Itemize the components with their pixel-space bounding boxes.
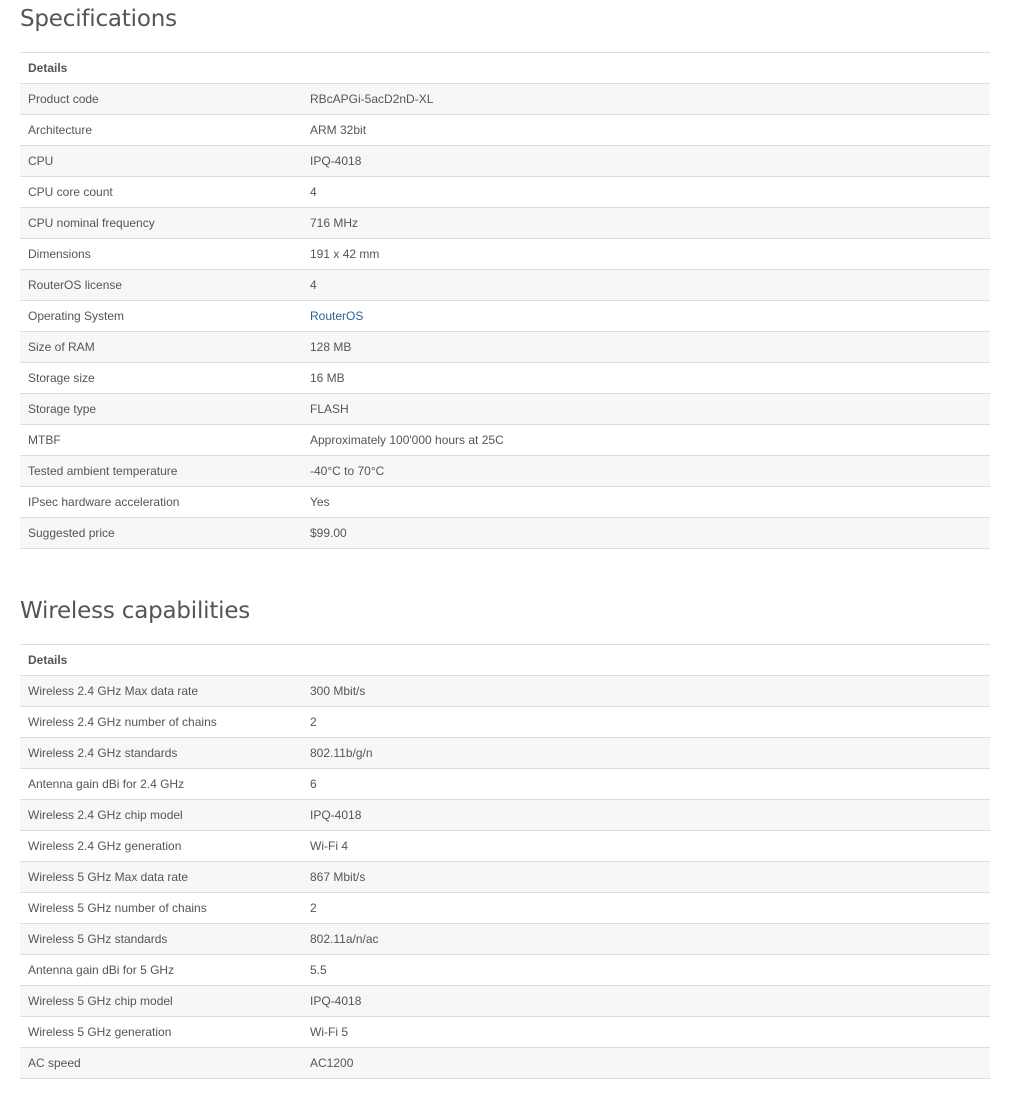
table-row bbox=[20, 425, 990, 456]
table-row bbox=[20, 924, 990, 955]
details-header: Details bbox=[20, 53, 990, 84]
table-row bbox=[20, 955, 990, 986]
spec-value: 716 MHz bbox=[302, 208, 990, 239]
spec-label: Wireless 2.4 GHz number of chains bbox=[20, 707, 302, 738]
spec-label: CPU bbox=[20, 146, 302, 177]
spec-value bbox=[302, 301, 990, 332]
spec-value: Yes bbox=[302, 487, 990, 518]
spec-value: IPQ-4018 bbox=[302, 146, 990, 177]
spec-label: Architecture bbox=[20, 115, 302, 146]
spec-label: Wireless 5 GHz standards bbox=[20, 924, 302, 955]
spec-value: IPQ-4018 bbox=[302, 986, 990, 1017]
table-row bbox=[20, 738, 990, 769]
spec-label: Storage type bbox=[20, 394, 302, 425]
spec-label: Wireless 2.4 GHz standards bbox=[20, 738, 302, 769]
spec-value: Wi-Fi 4 bbox=[302, 831, 990, 862]
table-header-row bbox=[20, 53, 990, 84]
table-row bbox=[20, 1017, 990, 1048]
spec-value: 2 bbox=[302, 707, 990, 738]
spec-value: 128 MB bbox=[302, 332, 990, 363]
details-header: Details bbox=[20, 645, 990, 676]
table-row bbox=[20, 707, 990, 738]
spec-label: Wireless 2.4 GHz Max data rate bbox=[20, 676, 302, 707]
table-row bbox=[20, 487, 990, 518]
specifications-table-body bbox=[20, 84, 990, 549]
table-header-row bbox=[20, 645, 990, 676]
spec-label: Operating System bbox=[20, 301, 302, 332]
spec-label: Wireless 5 GHz number of chains bbox=[20, 893, 302, 924]
table-row bbox=[20, 270, 990, 301]
spec-label: Wireless 2.4 GHz chip model bbox=[20, 800, 302, 831]
spec-value: 6 bbox=[302, 769, 990, 800]
spec-value: AC1200 bbox=[302, 1048, 990, 1079]
spec-label: Product code bbox=[20, 84, 302, 115]
spec-label: Wireless 5 GHz chip model bbox=[20, 986, 302, 1017]
spec-value: 5.5 bbox=[302, 955, 990, 986]
spec-value: -40°C to 70°C bbox=[302, 456, 990, 487]
table-row bbox=[20, 769, 990, 800]
table-row bbox=[20, 115, 990, 146]
spec-label: Wireless 2.4 GHz generation bbox=[20, 831, 302, 862]
spec-label: MTBF bbox=[20, 425, 302, 456]
spec-value: FLASH bbox=[302, 394, 990, 425]
wireless-table bbox=[20, 644, 990, 1079]
table-row bbox=[20, 518, 990, 549]
table-row bbox=[20, 831, 990, 862]
table-row bbox=[20, 1048, 990, 1079]
table-row bbox=[20, 800, 990, 831]
spec-value: 191 x 42 mm bbox=[302, 239, 990, 270]
specifications-section bbox=[20, 0, 990, 549]
wireless-section bbox=[20, 592, 990, 1079]
spec-label: Size of RAM bbox=[20, 332, 302, 363]
table-row bbox=[20, 862, 990, 893]
spec-label: IPsec hardware acceleration bbox=[20, 487, 302, 518]
spec-value: RBcAPGi-5acD2nD-XL bbox=[302, 84, 990, 115]
spec-value: ARM 32bit bbox=[302, 115, 990, 146]
specifications-table bbox=[20, 52, 990, 549]
table-row bbox=[20, 676, 990, 707]
spec-label: Wireless 5 GHz generation bbox=[20, 1017, 302, 1048]
spec-value: 4 bbox=[302, 270, 990, 301]
table-row bbox=[20, 208, 990, 239]
spec-label: Storage size bbox=[20, 363, 302, 394]
spec-label: Suggested price bbox=[20, 518, 302, 549]
table-row bbox=[20, 456, 990, 487]
table-row bbox=[20, 986, 990, 1017]
wireless-table-body bbox=[20, 676, 990, 1079]
table-row bbox=[20, 363, 990, 394]
table-row bbox=[20, 893, 990, 924]
wireless-title: Wireless capabilities bbox=[20, 598, 251, 624]
spec-label: AC speed bbox=[20, 1048, 302, 1079]
spec-label: CPU core count bbox=[20, 177, 302, 208]
spec-label: CPU nominal frequency bbox=[20, 208, 302, 239]
spec-label: Wireless 5 GHz Max data rate bbox=[20, 862, 302, 893]
spec-value: IPQ-4018 bbox=[302, 800, 990, 831]
spec-value: 802.11b/g/n bbox=[302, 738, 990, 769]
spec-value: 802.11a/n/ac bbox=[302, 924, 990, 955]
spec-label: Dimensions bbox=[20, 239, 302, 270]
table-row bbox=[20, 239, 990, 270]
operating-system-link[interactable]: RouterOS bbox=[310, 309, 364, 323]
spec-value: Approximately 100'000 hours at 25C bbox=[302, 425, 990, 456]
table-row bbox=[20, 301, 990, 332]
table-row bbox=[20, 177, 990, 208]
table-row bbox=[20, 146, 990, 177]
spec-value: $99.00 bbox=[302, 518, 990, 549]
table-row bbox=[20, 332, 990, 363]
spec-label: Antenna gain dBi for 2.4 GHz bbox=[20, 769, 302, 800]
table-row bbox=[20, 84, 990, 115]
table-row bbox=[20, 394, 990, 425]
specifications-title: Specifications bbox=[20, 6, 177, 32]
spec-value: 4 bbox=[302, 177, 990, 208]
spec-value: 867 Mbit/s bbox=[302, 862, 990, 893]
spec-value: 16 MB bbox=[302, 363, 990, 394]
spec-label: Tested ambient temperature bbox=[20, 456, 302, 487]
spec-label: Antenna gain dBi for 5 GHz bbox=[20, 955, 302, 986]
spec-label: RouterOS license bbox=[20, 270, 302, 301]
spec-value: 300 Mbit/s bbox=[302, 676, 990, 707]
spec-value: Wi-Fi 5 bbox=[302, 1017, 990, 1048]
spec-value: 2 bbox=[302, 893, 990, 924]
